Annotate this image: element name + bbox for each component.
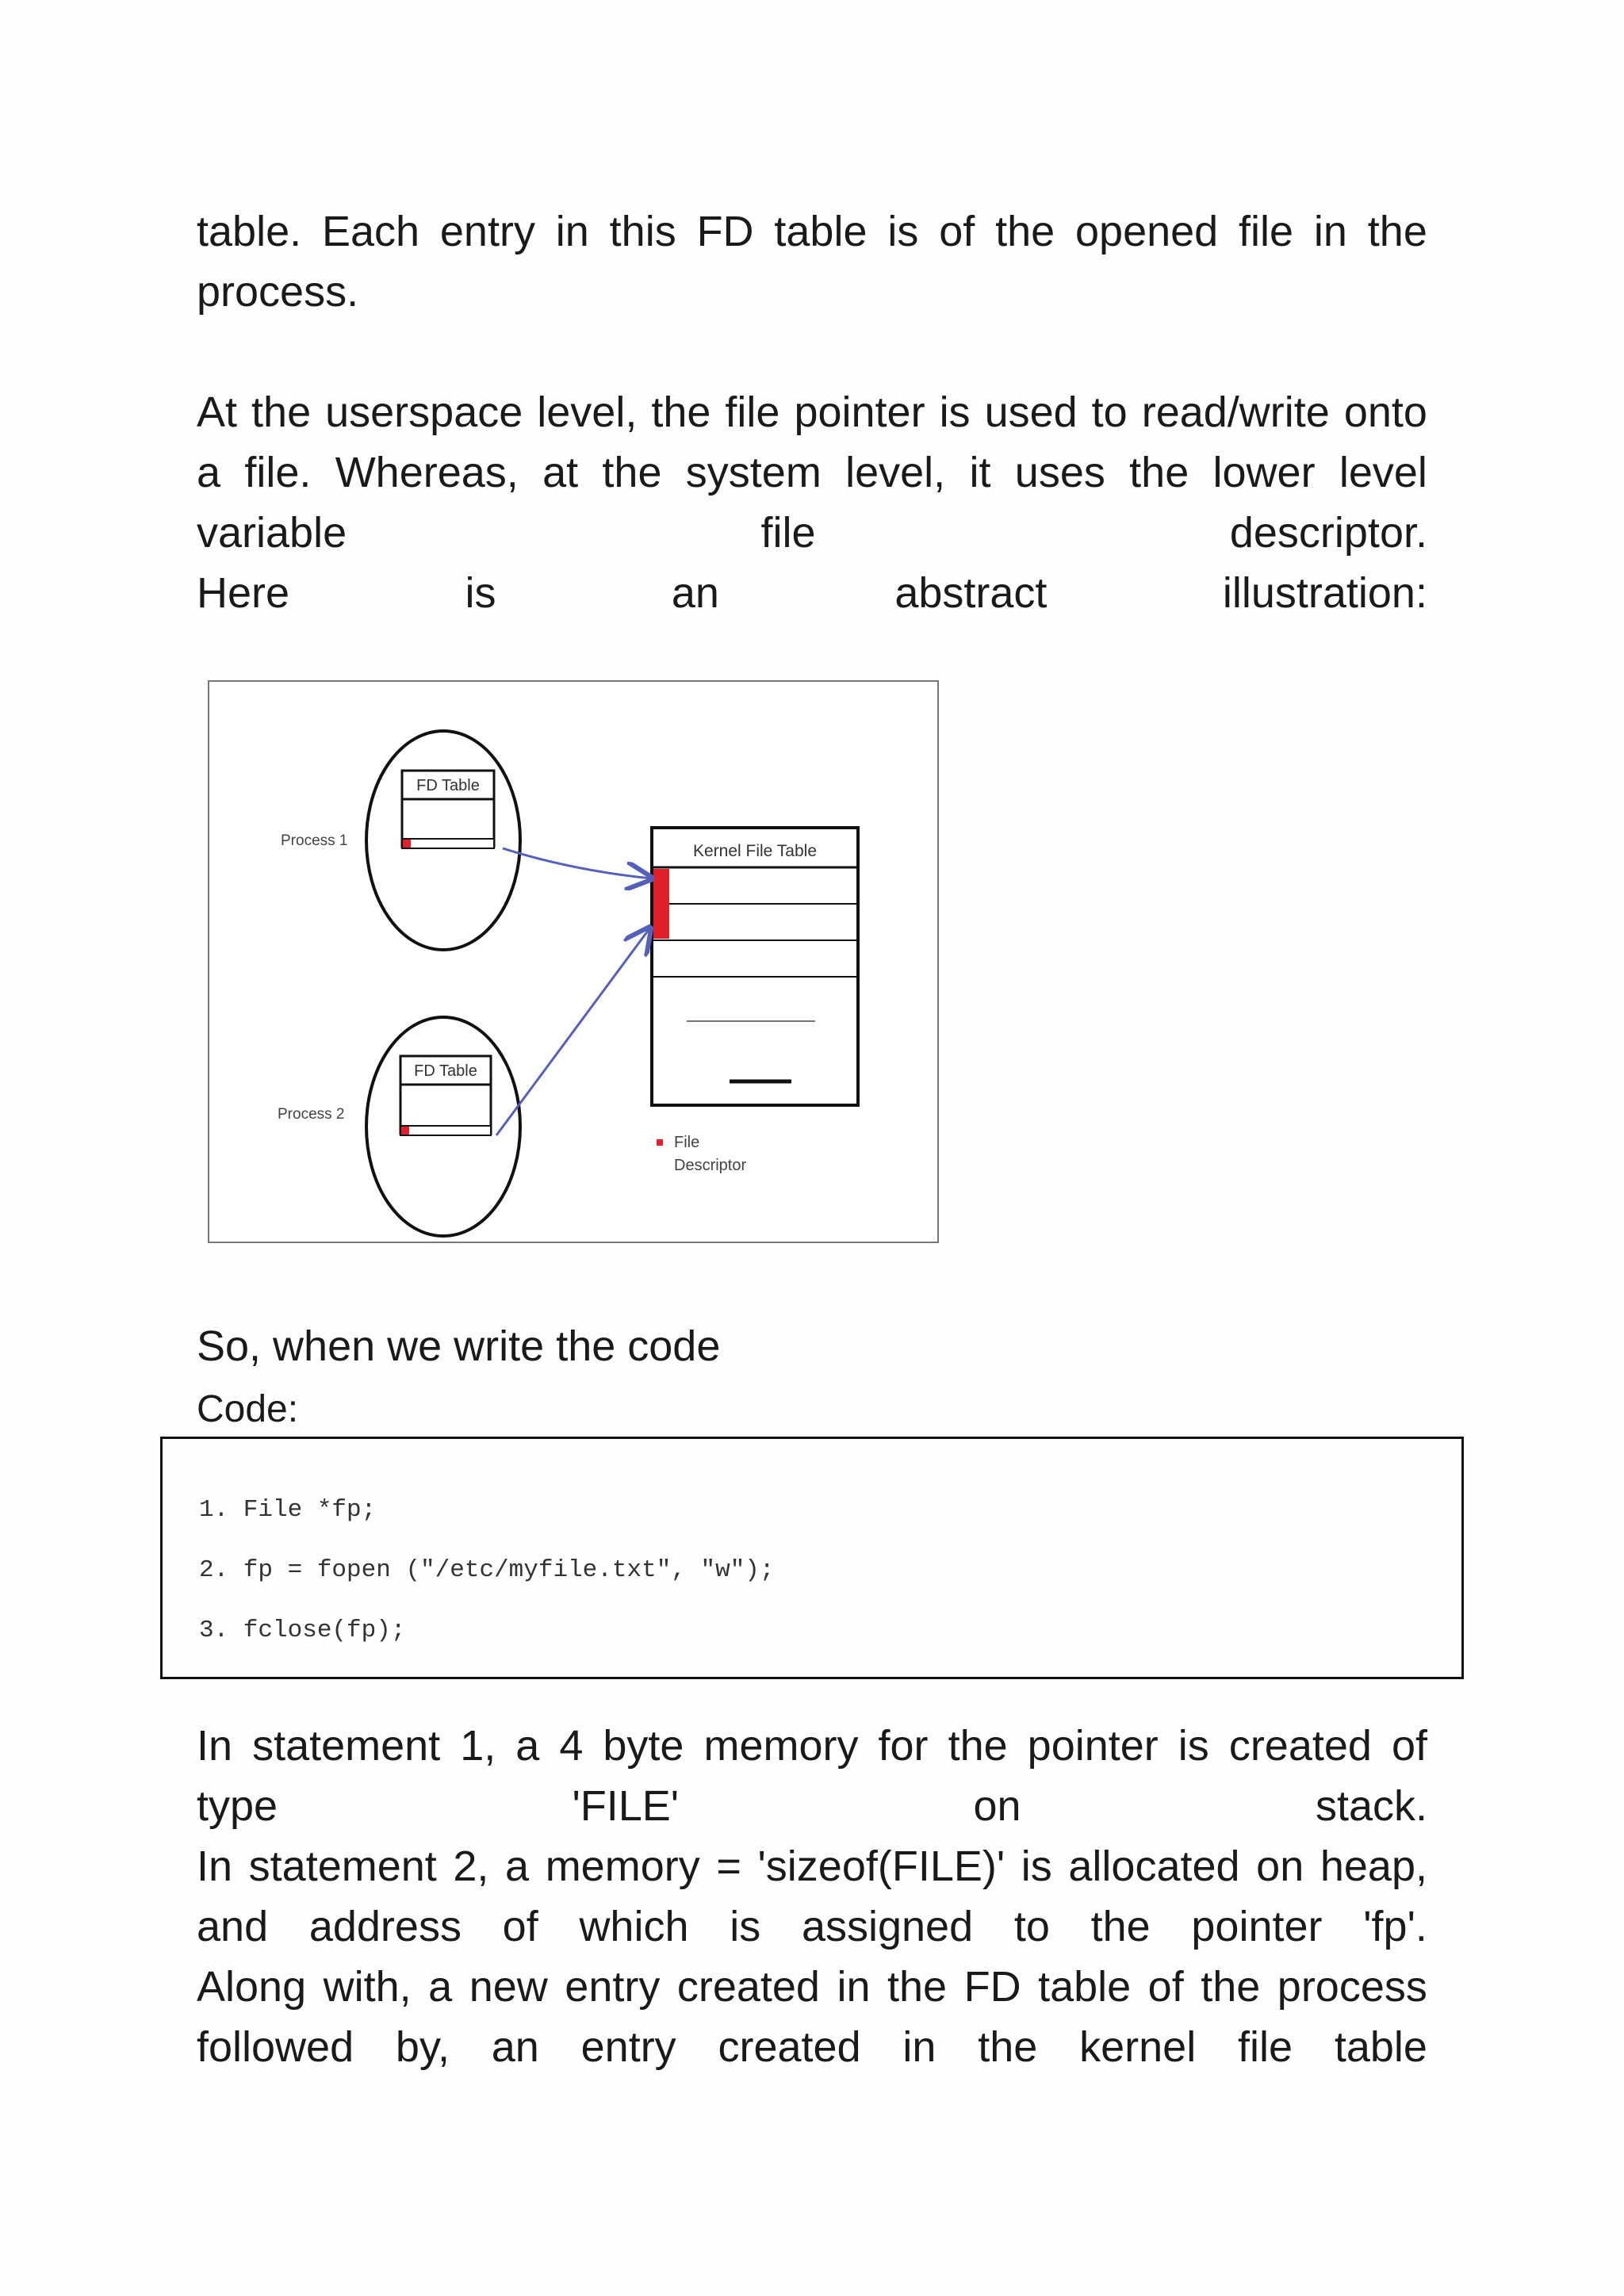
word: 'sizeof(FILE)' (757, 1843, 1005, 1890)
justified-line (197, 382, 1427, 442)
text-line: So, when we write the code (197, 1322, 721, 1370)
word: In (197, 1843, 233, 1890)
word: onto (1343, 388, 1427, 436)
word: of (502, 1903, 538, 1950)
fd-marker-2 (401, 1127, 409, 1135)
fd-table-2-row (400, 1126, 491, 1135)
word: of (939, 208, 975, 255)
word: Whereas, (335, 449, 519, 496)
word: FD (696, 208, 754, 255)
word: level, (537, 388, 638, 436)
word: created (1228, 1722, 1372, 1770)
fd-marker-1 (403, 840, 411, 848)
legend-line-1: File (674, 1134, 700, 1151)
word: is (887, 208, 919, 255)
word: stack. (1315, 1782, 1427, 1830)
word: Along (197, 1963, 307, 2011)
word: FD (963, 1963, 1021, 2011)
word: allocated (1068, 1843, 1240, 1890)
word: 2, (453, 1843, 489, 1890)
word: table (774, 208, 868, 255)
word: created (676, 1963, 820, 2011)
word: used (984, 388, 1078, 436)
word: is (939, 388, 971, 436)
code-block (160, 1437, 1464, 1679)
word: on (973, 1782, 1021, 1830)
word: a (197, 449, 221, 496)
word: in (1313, 208, 1347, 255)
justified-line (197, 2017, 1427, 2077)
word: 4 (559, 1722, 584, 1770)
fd-table-1-row (402, 839, 494, 848)
word: and (197, 1903, 269, 1950)
justified-line (197, 1836, 1427, 1896)
text-line: process. (197, 268, 359, 316)
justified-line (197, 442, 1427, 503)
word: file (1237, 2023, 1293, 2071)
word: for (878, 1722, 929, 1770)
code-label (197, 1380, 1427, 1440)
fd-table-1-label: FD Table (416, 777, 480, 794)
fd-table-illustration (208, 680, 939, 1243)
word: userspace (325, 388, 523, 436)
word: with, (323, 1963, 412, 2011)
word: is (1021, 1843, 1052, 1890)
process-1-label: Process 1 (281, 832, 348, 849)
word: 'FILE' (572, 1782, 680, 1830)
word: In (197, 1722, 233, 1770)
word: abstract (894, 569, 1048, 617)
fd-table-2-label: FD Table (414, 1062, 477, 1080)
word: system (685, 449, 822, 496)
word: address (308, 1903, 462, 1950)
legend-line-2: Descriptor (674, 1157, 747, 1174)
word: it (969, 449, 991, 496)
word: is (1178, 1722, 1209, 1770)
word: Each (321, 208, 420, 255)
word: pointer (1191, 1903, 1323, 1950)
word: the (251, 388, 312, 436)
word: process (1277, 1963, 1427, 2011)
word: type (197, 1782, 278, 1830)
word: file (1239, 208, 1294, 255)
word: memory (545, 1843, 700, 1890)
word: to (1013, 1903, 1050, 1950)
code-line: 1. File *fp; (199, 1496, 377, 1524)
word: the (602, 449, 662, 496)
word: entry (565, 1963, 661, 2011)
word: which (579, 1903, 689, 1950)
word: by, (395, 2023, 450, 2071)
kernel-file-table-label: Kernel File Table (692, 842, 818, 860)
word: variable (197, 509, 347, 557)
word: assigned (801, 1903, 974, 1950)
justified-line (197, 503, 1427, 563)
word: in (555, 208, 589, 255)
word: uses (1014, 449, 1105, 496)
word: followed (197, 2023, 354, 2071)
justified-line (197, 1776, 1427, 1836)
word: a (428, 1963, 453, 2011)
word: statement (248, 1843, 437, 1890)
word: an (671, 569, 719, 617)
paragraph-userspace (197, 382, 1427, 623)
word: level (1339, 449, 1427, 496)
word: new (469, 1963, 548, 2011)
word: kernel (1079, 2023, 1197, 2071)
word: table. (197, 208, 302, 255)
word: is (730, 1903, 761, 1950)
word: 1, (460, 1722, 496, 1770)
word: file (760, 509, 816, 557)
word: a (515, 1722, 540, 1770)
paragraph-statements (197, 1716, 1427, 2077)
process-2-label: Process 2 (278, 1106, 345, 1123)
word: illustration: (1222, 569, 1427, 617)
word: 'fp'. (1363, 1903, 1427, 1950)
code-line: 3. fclose(fp); (199, 1617, 406, 1644)
word: created (718, 2023, 861, 2071)
word: entry (439, 208, 535, 255)
word: at (542, 449, 579, 496)
word: read/write (1141, 388, 1330, 436)
justified-line (197, 563, 1427, 623)
word: a (505, 1843, 530, 1890)
word: the (1367, 208, 1427, 255)
word: memory (703, 1722, 859, 1770)
justified-line (197, 201, 1427, 262)
word: At (197, 388, 238, 436)
word: the (887, 1963, 948, 2011)
word: the (948, 1722, 1008, 1770)
word: opened (1075, 208, 1219, 255)
word: is (465, 569, 496, 617)
word: pointer (1027, 1722, 1159, 1770)
word: Here (197, 569, 290, 617)
code-intro (197, 1316, 1427, 1376)
word: of (1391, 1722, 1427, 1770)
justified-line (197, 1896, 1427, 1957)
word: the (1201, 1963, 1261, 2011)
word: the (1090, 1903, 1151, 1950)
word: heap, (1320, 1843, 1427, 1890)
word: descriptor. (1229, 509, 1427, 557)
word: on (1256, 1843, 1304, 1890)
word: pointer (794, 388, 925, 436)
word: table (1038, 1963, 1132, 2011)
word: the (995, 208, 1055, 255)
kernel-file-table (652, 828, 858, 1105)
justified-line (197, 1716, 1427, 1776)
word: level, (845, 449, 946, 496)
text-line: Code: (197, 1388, 299, 1430)
word: in (902, 2023, 936, 2071)
code-line: 2. fp = fopen ("/etc/myfile.txt", "w"); (199, 1556, 775, 1584)
word: this (609, 208, 676, 255)
justified-line (197, 1957, 1427, 2017)
legend-marker (657, 1139, 663, 1146)
kernel-fd-marker (653, 869, 669, 939)
word: byte (603, 1722, 684, 1770)
word: entry (580, 2023, 676, 2071)
word: to (1091, 388, 1128, 436)
word: an (491, 2023, 539, 2071)
word: = (716, 1843, 741, 1890)
word: table (1334, 2023, 1427, 2071)
paragraph-fd-table (197, 201, 1427, 322)
word: file (725, 388, 780, 436)
word: statement (252, 1722, 441, 1770)
word: the (978, 2023, 1038, 2071)
word: lower (1212, 449, 1316, 496)
word: file. (244, 449, 312, 496)
word: the (1129, 449, 1189, 496)
word: in (837, 1963, 871, 2011)
word: the (651, 388, 711, 436)
word: of (1147, 1963, 1184, 2011)
